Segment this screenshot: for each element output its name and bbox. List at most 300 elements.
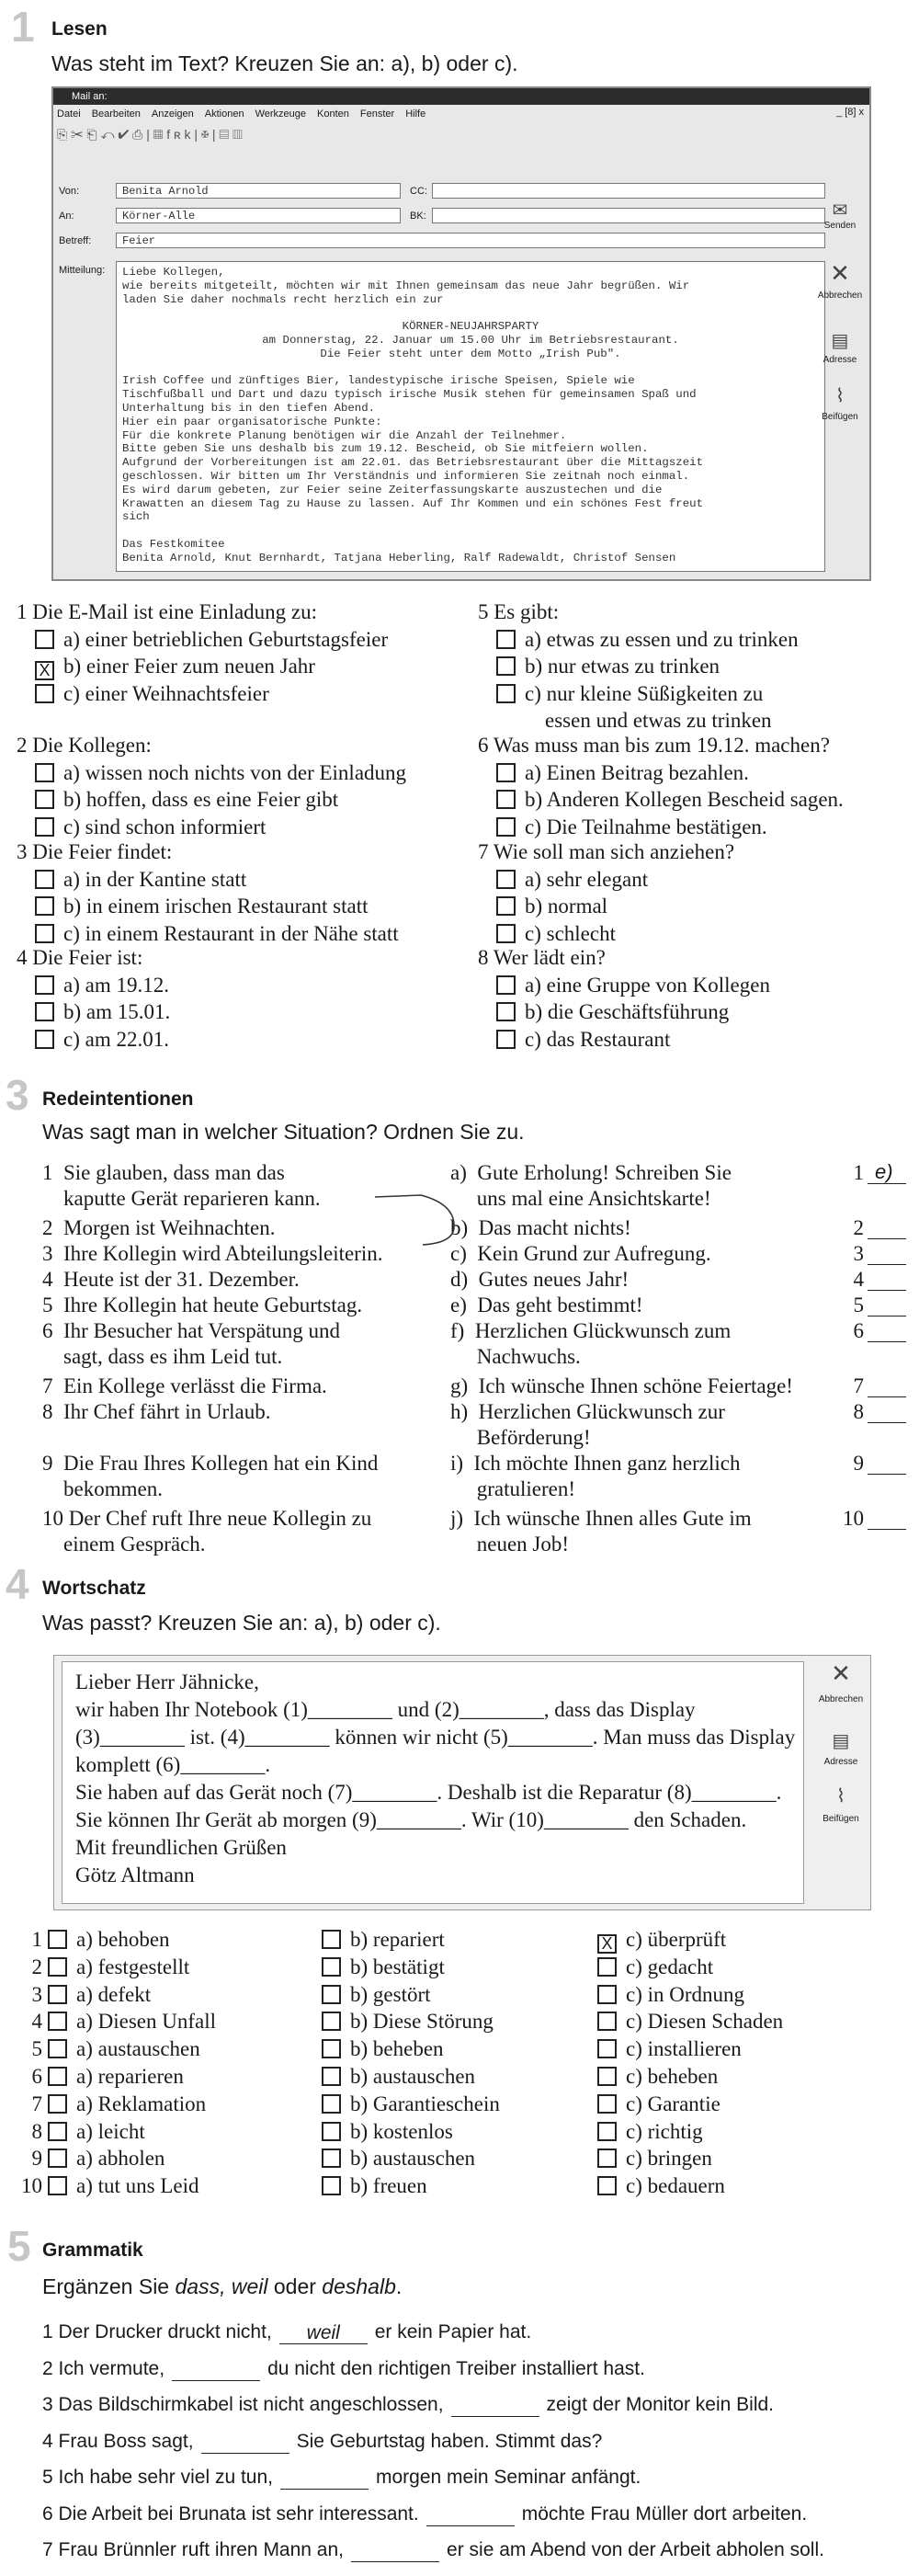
subject-field[interactable]: Feier: [116, 233, 825, 248]
option-label: c) richtig: [626, 2119, 703, 2143]
option-label: a) tut uns Leid: [76, 2174, 199, 2198]
paperclip-icon[interactable]: ⌇: [836, 1786, 845, 1807]
answer-option[interactable]: [35, 921, 399, 947]
answer-value: e): [875, 1160, 893, 1183]
answer-option[interactable]: [35, 894, 369, 919]
checkbox[interactable]: [496, 896, 516, 916]
response-line: e) Das geht bestimmt!: [450, 1294, 643, 1316]
message-label: Mitteilung:: [59, 265, 106, 276]
cancel-button[interactable]: Abbrechen: [818, 1694, 864, 1704]
checkbox[interactable]: [322, 2176, 341, 2195]
sentence-end: zeigt der Monitor kein Bild.: [546, 2394, 774, 2415]
option-label: a) Diesen Unfall: [76, 2010, 216, 2034]
row-number: 7: [31, 2092, 42, 2115]
checkbox[interactable]: X: [597, 1934, 617, 1954]
answer-option[interactable]: [35, 1027, 169, 1053]
address-button[interactable]: Adresse: [823, 1757, 858, 1767]
checkbox[interactable]: [35, 896, 54, 916]
option-label: a) wissen noch nichts von der Einladung: [63, 760, 407, 784]
checkbox[interactable]: [322, 2067, 341, 2086]
row-number: 3: [31, 1982, 42, 2006]
fill-blank[interactable]: [451, 2394, 539, 2417]
message-body[interactable]: [116, 261, 825, 572]
body-line: Aufgrund der Vorbereitungen ist am 22.01. das Betriebsrestaurant über die Mittagszeit: [122, 456, 704, 470]
body-line: Unterhaltung bis in den tiefen Abend.: [122, 401, 376, 415]
option-label: b) austauschen: [350, 2065, 476, 2088]
checkbox[interactable]: [322, 1930, 341, 1949]
checkbox[interactable]: [35, 1002, 54, 1021]
answer-option[interactable]: [597, 2064, 718, 2090]
situation-line: kaputte Gerät reparieren kann.: [42, 1186, 321, 1210]
checkbox[interactable]: [597, 2094, 617, 2114]
body-line: Die Feier steht unter dem Motto „Irish Pub".: [320, 347, 621, 360]
checkbox[interactable]: [48, 1930, 67, 1949]
sentence: [42, 2466, 641, 2490]
answer-option[interactable]: [35, 815, 266, 840]
menu-item[interactable]: Hilfe: [405, 108, 426, 120]
sentence-start: 5 Ich habe sehr viel zu tun,: [42, 2467, 273, 2488]
fill-blank[interactable]: [280, 2467, 369, 2490]
window-title-bar: [53, 88, 869, 105]
toolbar[interactable]: ⎘ ✂ ⎗ ↶ ✔ ⎙ | ▦ f ʀ k | ✠ | ▤ ▥: [57, 127, 243, 142]
option-label: c) in einem Restaurant in der Nähe statt: [63, 921, 399, 945]
answer-option[interactable]: [35, 627, 388, 653]
from-label: An:: [59, 211, 74, 222]
option-label: a) etwas zu essen und zu trinken: [525, 627, 799, 651]
cc-label: CC:: [410, 186, 427, 197]
option-label: b) kostenlos: [350, 2119, 453, 2143]
body-line: laden Sie daher nochmals recht herzlich ein zur: [122, 292, 444, 306]
checkbox[interactable]: [48, 2094, 67, 2114]
checkbox[interactable]: [35, 790, 54, 809]
sentence: [42, 2538, 824, 2562]
row-number: 4: [31, 2010, 42, 2034]
letter-line: wir haben Ihr Notebook (1)________ und (2)________, dass das Display: [75, 1698, 696, 1721]
checkbox[interactable]: [496, 924, 516, 943]
option-label: c) bedauern: [626, 2174, 725, 2198]
section-instruction: Was steht im Text? Kreuzen Sie an: a), b) oder c).: [51, 51, 518, 75]
checkbox[interactable]: [496, 1030, 516, 1049]
response-line: neuen Job!: [450, 1532, 570, 1556]
response-line: j) Ich wünsche Ihnen alles Gute im: [450, 1507, 752, 1530]
to-label: Von:: [59, 186, 80, 197]
row-number: 2: [31, 1955, 42, 1978]
answer-option[interactable]: [597, 1982, 744, 2008]
answer-option[interactable]: [496, 654, 720, 679]
row-number: 8: [31, 2119, 42, 2143]
answer-blank[interactable]: [868, 1294, 906, 1316]
letter-line: Lieber Herr Jähnicke,: [75, 1670, 259, 1693]
attach-button[interactable]: Beifügen: [822, 412, 858, 422]
answer-option[interactable]: [322, 2092, 500, 2117]
option-label: essen und etwas zu trinken: [545, 709, 772, 732]
checkbox[interactable]: [496, 790, 516, 809]
checkbox[interactable]: [597, 2122, 617, 2141]
response-line: c) Kein Grund zur Aufregung.: [450, 1242, 711, 1265]
answer-option[interactable]: [35, 760, 406, 786]
close-icon[interactable]: ✕: [831, 1659, 851, 1687]
option-label: c) Die Teilnahme bestätigen.: [525, 815, 767, 838]
body-line: am Donnerstag, 22. Januar um 15.00 Uhr im Betriebsrestaurant.: [262, 333, 679, 347]
checkbox[interactable]: [322, 1985, 341, 2004]
checkbox[interactable]: [48, 2039, 67, 2058]
response-line: g) Ich wünsche Ihnen schöne Feiertage!: [450, 1374, 793, 1397]
answer-option[interactable]: [597, 2119, 703, 2145]
checkbox[interactable]: [48, 2122, 67, 2141]
answer-value: [868, 1215, 875, 1238]
option-label: c) installieren: [626, 2037, 742, 2061]
answer-option[interactable]: [48, 2119, 145, 2145]
option-label: b) Anderen Kollegen Bescheid sagen.: [525, 788, 844, 811]
situation-line: 3 Ihre Kollegin wird Abteilungsleiterin.: [42, 1242, 383, 1265]
menu-item[interactable]: Konten: [317, 108, 349, 120]
answer-value: [868, 1241, 875, 1264]
option-label: a) behoben: [76, 1928, 170, 1951]
checkbox[interactable]: [35, 817, 54, 837]
checkbox[interactable]: [35, 684, 54, 703]
situation-line: 1 Sie glauben, dass man das: [42, 1161, 285, 1184]
answer-number: 2: [853, 1216, 864, 1239]
checkbox[interactable]: [35, 630, 54, 649]
answer-option[interactable]: [35, 654, 315, 680]
answer-blank[interactable]: [868, 1400, 906, 1423]
answer-option[interactable]: [35, 787, 338, 813]
option-label: b) gestört: [350, 1982, 431, 2006]
answer-option[interactable]: [48, 2009, 216, 2035]
section-title: Grammatik: [42, 2240, 143, 2261]
address-book-icon[interactable]: ▤: [832, 1731, 850, 1751]
menu-item[interactable]: Aktionen: [204, 108, 244, 120]
letter-line: Sie können Ihr Gerät ab morgen (9)________. Wir (10)________ den Schaden.: [75, 1808, 747, 1831]
body-line: wie bereits mitgeteilt, möchten wir mit Ihnen gemeinsam das neue Jahr begrüßen. Wir: [122, 279, 690, 292]
question-stem: 2 Die Kollegen:: [17, 734, 152, 757]
answer-option[interactable]: [48, 2036, 200, 2062]
instruction-mid: oder: [267, 2274, 323, 2298]
body-line: [122, 306, 819, 320]
option-label: b) Diese Störung: [350, 2010, 494, 2034]
checkbox[interactable]: [597, 2176, 617, 2195]
subject-label: Betreff:: [59, 235, 92, 246]
answer-option[interactable]: [496, 921, 616, 947]
checkbox[interactable]: [496, 975, 516, 995]
situation-line: 7 Ein Kollege verlässt die Firma.: [42, 1374, 327, 1397]
option-label: a) reparieren: [76, 2065, 184, 2088]
email-window: [51, 86, 871, 581]
answer-option[interactable]: [597, 1927, 726, 1954]
letter-line: Mit freundlichen Grüßen: [75, 1836, 287, 1859]
checkbox[interactable]: [48, 2067, 67, 2086]
sentence-start: 1 Der Drucker druckt nicht,: [42, 2321, 272, 2342]
option-label: b) repariert: [350, 1928, 445, 1951]
question-stem: 5 Es gibt:: [478, 600, 560, 623]
checkbox[interactable]: [496, 684, 516, 703]
answer-option[interactable]: [35, 973, 169, 998]
option-label: a) sehr elegant: [525, 867, 649, 891]
checkbox[interactable]: [597, 2012, 617, 2031]
option-label: b) bestätigt: [350, 1955, 445, 1978]
answer-value: [868, 1373, 875, 1396]
answer-option[interactable]: [322, 1982, 431, 2008]
answer-option[interactable]: [48, 2092, 206, 2117]
answer-option[interactable]: [322, 2036, 444, 2062]
checkbox[interactable]: [35, 924, 54, 943]
option-label: b) am 15.01.: [63, 1000, 171, 1023]
checkbox[interactable]: [496, 630, 516, 649]
fill-value: weil: [306, 2322, 340, 2343]
window-controls[interactable]: _ [8] x: [836, 107, 864, 118]
option-label: a) eine Gruppe von Kollegen: [525, 973, 770, 997]
answer-blank[interactable]: [868, 1319, 906, 1342]
sentence-end: du nicht den richtigen Treiber installiert hast.: [267, 2357, 645, 2379]
answer-option[interactable]: [597, 2092, 720, 2117]
sentence-end: möchte Frau Müller dort arbeiten.: [521, 2502, 808, 2525]
option-label: b) freuen: [350, 2174, 427, 2198]
sentence-start: 2 Ich vermute,: [42, 2357, 165, 2379]
answer-option[interactable]: [48, 2064, 184, 2090]
cc-field[interactable]: [432, 183, 825, 199]
checkbox[interactable]: [597, 2149, 617, 2168]
checkbox[interactable]: [496, 817, 516, 837]
fill-blank[interactable]: [201, 2431, 289, 2454]
answer-number: 5: [853, 1294, 864, 1316]
body-line: Für die konkrete Planung benötigen wir die Anzahl der Teilnehmer.: [122, 428, 567, 442]
answer-value: [868, 1267, 875, 1290]
checkbox[interactable]: [496, 763, 516, 782]
answer-number: 6: [853, 1319, 864, 1342]
section-number: 5: [7, 2222, 31, 2270]
checkbox[interactable]: [322, 1957, 341, 1977]
option-label: c) das Restaurant: [525, 1027, 671, 1051]
answer-blank[interactable]: [868, 1268, 906, 1291]
answer-number: 10: [843, 1507, 864, 1530]
section-number: 4: [6, 1560, 29, 1608]
menu-item[interactable]: Anzeigen: [151, 108, 194, 120]
menu-item[interactable]: Fenster: [359, 108, 395, 120]
answer-option[interactable]: [496, 627, 799, 653]
fill-blank[interactable]: [279, 2321, 368, 2344]
fill-blank[interactable]: [172, 2358, 260, 2381]
answer-value: [868, 1506, 875, 1529]
bcc-field[interactable]: [432, 208, 825, 223]
checkbox[interactable]: [496, 656, 516, 676]
option-label: a) einer betrieblichen Geburtstagsfeier: [63, 627, 389, 651]
paperclip-icon[interactable]: ⌇: [835, 386, 845, 406]
option-label: b) normal: [525, 895, 608, 918]
answer-option[interactable]: [496, 867, 648, 893]
checkbox[interactable]: [48, 2149, 67, 2168]
letter-window: [53, 1655, 871, 1910]
window-title: Mail an:: [72, 91, 108, 102]
address-book-icon[interactable]: ▤: [831, 331, 849, 351]
to-field[interactable]: Benita Arnold: [116, 183, 401, 199]
answer-option[interactable]: [597, 2009, 783, 2035]
body-line: [122, 524, 819, 538]
answer-number: 1: [853, 1161, 864, 1184]
option-label: c) am 22.01.: [63, 1027, 169, 1051]
answer-option[interactable]: [496, 787, 844, 813]
answer-number: 7: [853, 1374, 864, 1397]
answer-blank[interactable]: [868, 1242, 906, 1265]
answer-number: 3: [853, 1242, 864, 1265]
option-label: c) überprüft: [626, 1928, 727, 1951]
answer-number: 4: [853, 1268, 864, 1291]
response-line: Nachwuchs.: [450, 1344, 581, 1368]
situation-line: 8 Ihr Chef fährt in Urlaub.: [42, 1400, 271, 1423]
menu-bar: [57, 108, 437, 120]
letter-body[interactable]: [62, 1661, 804, 1904]
answer-option[interactable]: [496, 681, 763, 707]
letter-line: komplett (6)________.: [75, 1753, 271, 1776]
menu-item[interactable]: Datei: [57, 108, 81, 120]
option-label: a) abholen: [76, 2147, 165, 2171]
answer-option[interactable]: [322, 2009, 494, 2035]
from-field[interactable]: Körner-Alle: [116, 208, 401, 223]
checkbox[interactable]: [322, 2039, 341, 2058]
option-label: c) beheben: [626, 2065, 719, 2088]
body-line: Das Festkomitee: [122, 537, 225, 551]
answer-option[interactable]: [597, 1955, 713, 1980]
option-label: b) austauschen: [350, 2147, 476, 2171]
answer-option[interactable]: [496, 999, 729, 1025]
option-label: a) austauschen: [76, 2037, 200, 2061]
option-label: b) einer Feier zum neuen Jahr: [63, 655, 315, 678]
address-button[interactable]: Adresse: [823, 355, 857, 365]
answer-option[interactable]: [545, 708, 772, 734]
letter-line: (3)________ ist. (4)________ können wir nicht (5)________. Man muss das Display: [75, 1726, 796, 1749]
answer-option[interactable]: [322, 2146, 475, 2171]
sentence-end: er sie am Abend von der Arbeit abholen soll.: [447, 2539, 824, 2560]
cancel-button[interactable]: Abbrechen: [817, 291, 863, 301]
sentence-end: er kein Papier hat.: [374, 2321, 532, 2342]
checkbox[interactable]: [496, 1002, 516, 1021]
checkbox[interactable]: [322, 2012, 341, 2031]
checkbox[interactable]: [597, 2067, 617, 2086]
checkbox[interactable]: [597, 1957, 617, 1977]
situation-line: einem Gespräch.: [42, 1532, 206, 1556]
checkbox[interactable]: [496, 870, 516, 889]
letter-line: Götz Altmann: [75, 1864, 195, 1886]
option-label: c) schlecht: [525, 921, 616, 945]
answer-option[interactable]: [496, 973, 770, 998]
checkbox[interactable]: [35, 1030, 54, 1049]
row-number: 10: [21, 2174, 42, 2198]
answer-option[interactable]: [35, 867, 246, 893]
fill-blank[interactable]: [426, 2503, 515, 2526]
situation-line: 4 Heute ist der 31. Dezember.: [42, 1268, 300, 1291]
section-title: Lesen: [51, 18, 108, 40]
instruction-end: .: [395, 2274, 403, 2298]
section-instruction: Was passt? Kreuzen Sie an: a), b) oder c).: [42, 1611, 441, 1635]
checkbox[interactable]: [35, 870, 54, 889]
answer-option[interactable]: [322, 1927, 445, 1953]
fill-blank[interactable]: [351, 2539, 439, 2562]
situation-line: 2 Morgen ist Weihnachten.: [42, 1216, 276, 1239]
answer-option[interactable]: [496, 1027, 670, 1053]
checkbox[interactable]: [597, 1985, 617, 2004]
checkbox[interactable]: [48, 1957, 67, 1977]
answer-number: 8: [853, 1400, 864, 1423]
checkbox[interactable]: X: [35, 661, 54, 680]
checkbox[interactable]: [48, 2176, 67, 2195]
question-stem: 1 Die E-Mail ist eine Einladung zu:: [17, 600, 318, 623]
response-line: f) Herzlichen Glückwunsch zum: [450, 1319, 732, 1342]
checkbox[interactable]: [48, 2012, 67, 2031]
answer-option[interactable]: [322, 2173, 427, 2199]
send-button[interactable]: Senden: [823, 221, 857, 231]
menu-item[interactable]: Bearbeiten: [91, 108, 141, 120]
response-line: uns mal eine Ansichtskarte!: [450, 1186, 711, 1210]
answer-blank[interactable]: [868, 1374, 906, 1397]
answer-option[interactable]: [35, 681, 269, 707]
sentence-start: 4 Frau Boss sagt,: [42, 2430, 194, 2452]
answer-blank[interactable]: [868, 1452, 906, 1475]
answer-option[interactable]: [48, 1982, 151, 2008]
answer-option[interactable]: [496, 815, 767, 840]
answer-option[interactable]: [322, 2064, 475, 2090]
answer-blank[interactable]: [868, 1161, 906, 1184]
option-label: b) beheben: [350, 2037, 444, 2061]
menu-item[interactable]: Werkzeuge: [255, 108, 307, 120]
answer-option[interactable]: [322, 2119, 453, 2145]
checkbox[interactable]: [322, 2122, 341, 2141]
answer-option[interactable]: [496, 894, 607, 919]
close-icon[interactable]: ✕: [830, 259, 850, 287]
answer-option[interactable]: [48, 2173, 199, 2199]
option-label: c) in Ordnung: [626, 1982, 745, 2006]
attach-button[interactable]: Beifügen: [823, 1814, 859, 1824]
answer-value: [868, 1293, 875, 1316]
option-label: c) Garantie: [626, 2092, 720, 2115]
situation-line: 6 Ihr Besucher hat Verspätung und: [42, 1319, 341, 1342]
answer-option[interactable]: [496, 760, 749, 786]
checkbox[interactable]: [35, 975, 54, 995]
sentence-end: morgen mein Seminar anfängt.: [376, 2467, 641, 2488]
row-number: 5: [31, 2037, 42, 2061]
option-label: c) gedacht: [626, 1955, 714, 1978]
sentence: [42, 2320, 531, 2344]
body-line: Hier ein paar organisatorische Punkte:: [122, 415, 382, 428]
option-label: c) bringen: [626, 2147, 712, 2171]
answer-option[interactable]: [48, 1927, 170, 1953]
answer-option[interactable]: [48, 2146, 165, 2171]
option-label: c) sind schon informiert: [63, 815, 267, 838]
answer-option[interactable]: [322, 1955, 445, 1980]
answer-blank[interactable]: [868, 1216, 906, 1239]
section-instruction: [42, 2274, 402, 2299]
body-line: Es wird darum gebeten, zur Feier seine Zeiterfassungskarte auszustechen und die: [122, 483, 663, 496]
answer-option[interactable]: [35, 999, 170, 1025]
bcc-label: BK:: [410, 211, 426, 222]
section-title: Wortschatz: [42, 1578, 146, 1599]
answer-option[interactable]: [597, 2036, 742, 2062]
option-label: a) Einen Beitrag bezahlen.: [525, 760, 749, 784]
sentence: [42, 2357, 645, 2381]
body-line: Benita Arnold, Knut Bernhardt, Tatjana Heberling, Ralf Radewaldt, Christof Sensen: [122, 551, 676, 564]
send-icon[interactable]: ✉: [832, 200, 848, 221]
checkbox[interactable]: [322, 2094, 341, 2114]
answer-option[interactable]: [48, 1955, 189, 1980]
checkbox[interactable]: [322, 2149, 341, 2168]
letter-line: Sie haben auf das Gerät noch (7)________. Deshalb ist die Reparatur (8)________.: [75, 1781, 782, 1804]
option-label: b) Garantieschein: [350, 2092, 500, 2115]
answer-blank[interactable]: [868, 1507, 906, 1530]
question-stem: 8 Wer lädt ein?: [478, 946, 606, 969]
answer-option[interactable]: [597, 2173, 725, 2199]
checkbox[interactable]: [48, 1985, 67, 2004]
checkbox[interactable]: [35, 763, 54, 782]
checkbox[interactable]: [597, 2039, 617, 2058]
answer-option[interactable]: [597, 2146, 712, 2171]
